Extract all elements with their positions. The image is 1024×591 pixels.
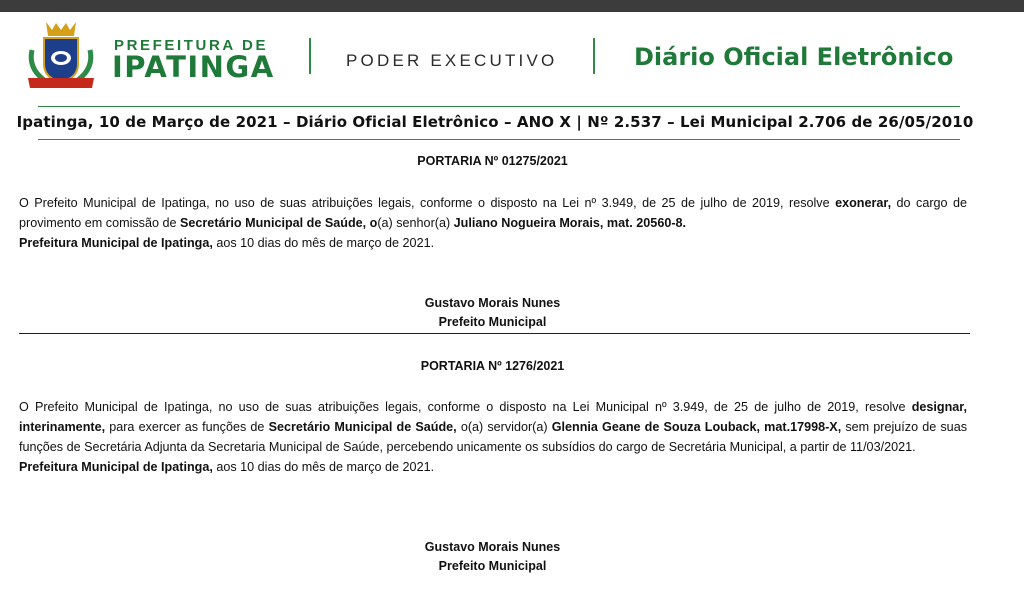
text-run: para exercer as funções de	[105, 420, 269, 434]
text-run: aos 10 dias do mês de março de 2021.	[212, 236, 435, 250]
text-run-bold: designar, interinamente,	[19, 400, 967, 434]
masthead	[0, 12, 1024, 100]
city-coat-of-arms-logo	[22, 20, 100, 92]
text-run: do cargo de provimento em comissão de	[19, 196, 967, 230]
text-run-bold: Glennia Geane de Souza Louback, mat.17998-X,	[551, 420, 842, 434]
text-run: (a) senhor(a)	[377, 216, 454, 230]
text-run-bold: exonerar,	[835, 196, 892, 210]
text-run-bold: Prefeitura Municipal de Ipatinga,	[19, 236, 213, 250]
text-run: O Prefeito Municipal de Ipatinga, no uso de suas atribuições legais, conforme o disposto na Lei nº 3.949, de 25 de julho de 2019, resolve	[19, 196, 836, 210]
portaria-2-signature	[0, 538, 985, 576]
text-run: aos 10 dias do mês de março de 2021.	[212, 460, 435, 474]
portaria-1-title: PORTARIA Nº 01275/2021	[417, 154, 568, 168]
signer-title: Prefeito Municipal	[438, 315, 547, 329]
header-separator	[309, 38, 311, 74]
edition-line: Ipatinga, 10 de Março de 2021 – Diário Oficial Eletrônico – ANO X | Nº 2.537 – Lei Municipal 2.706 de 26/05/2010	[16, 113, 974, 131]
edition-top-rule	[38, 106, 960, 107]
text-run-bold: Juliano Nogueira Morais, mat. 20560-8.	[453, 216, 687, 230]
branch-label: PODER EXECUTIVO	[346, 51, 558, 70]
edition-bottom-rule	[38, 139, 960, 140]
header-separator	[593, 38, 595, 74]
portaria-1-body	[19, 193, 967, 253]
text-run-bold: Prefeitura Municipal de Ipatinga,	[19, 460, 213, 474]
viewer-top-bar	[0, 0, 1024, 12]
text-run-bold: Secretário Municipal de Saúde,	[268, 420, 457, 434]
text-run: o(a) servidor(a)	[456, 420, 552, 434]
signer-name: Gustavo Morais Nunes	[424, 296, 561, 310]
text-run-bold: Secretário Municipal de Saúde, o	[180, 216, 378, 230]
signer-name: Gustavo Morais Nunes	[424, 540, 561, 554]
section-divider	[19, 333, 970, 334]
text-run: O Prefeito Municipal de Ipatinga, no uso de suas atribuições legais, conforme o disposto na Lei Municipal nº 3.949, de 25 de julho de 2019, resolve	[19, 400, 912, 414]
portaria-2-title: PORTARIA Nº 1276/2021	[420, 359, 565, 373]
publication-title: Diário Oficial Eletrônico	[634, 43, 954, 71]
prefeitura-label: PREFEITURA DE	[114, 37, 269, 54]
signer-title: Prefeito Municipal	[438, 559, 547, 573]
city-name: IPATINGA	[112, 50, 275, 84]
text-run: sem prejuízo de suas funções de Secretária Adjunta da Secretaria Municipal de Saúde, percebendo unicamente os subsídios do cargo de Secretária Municipal, a partir de 11/03/2021.	[19, 420, 967, 454]
portaria-2-body	[19, 397, 967, 477]
portaria-1-signature	[0, 294, 985, 332]
